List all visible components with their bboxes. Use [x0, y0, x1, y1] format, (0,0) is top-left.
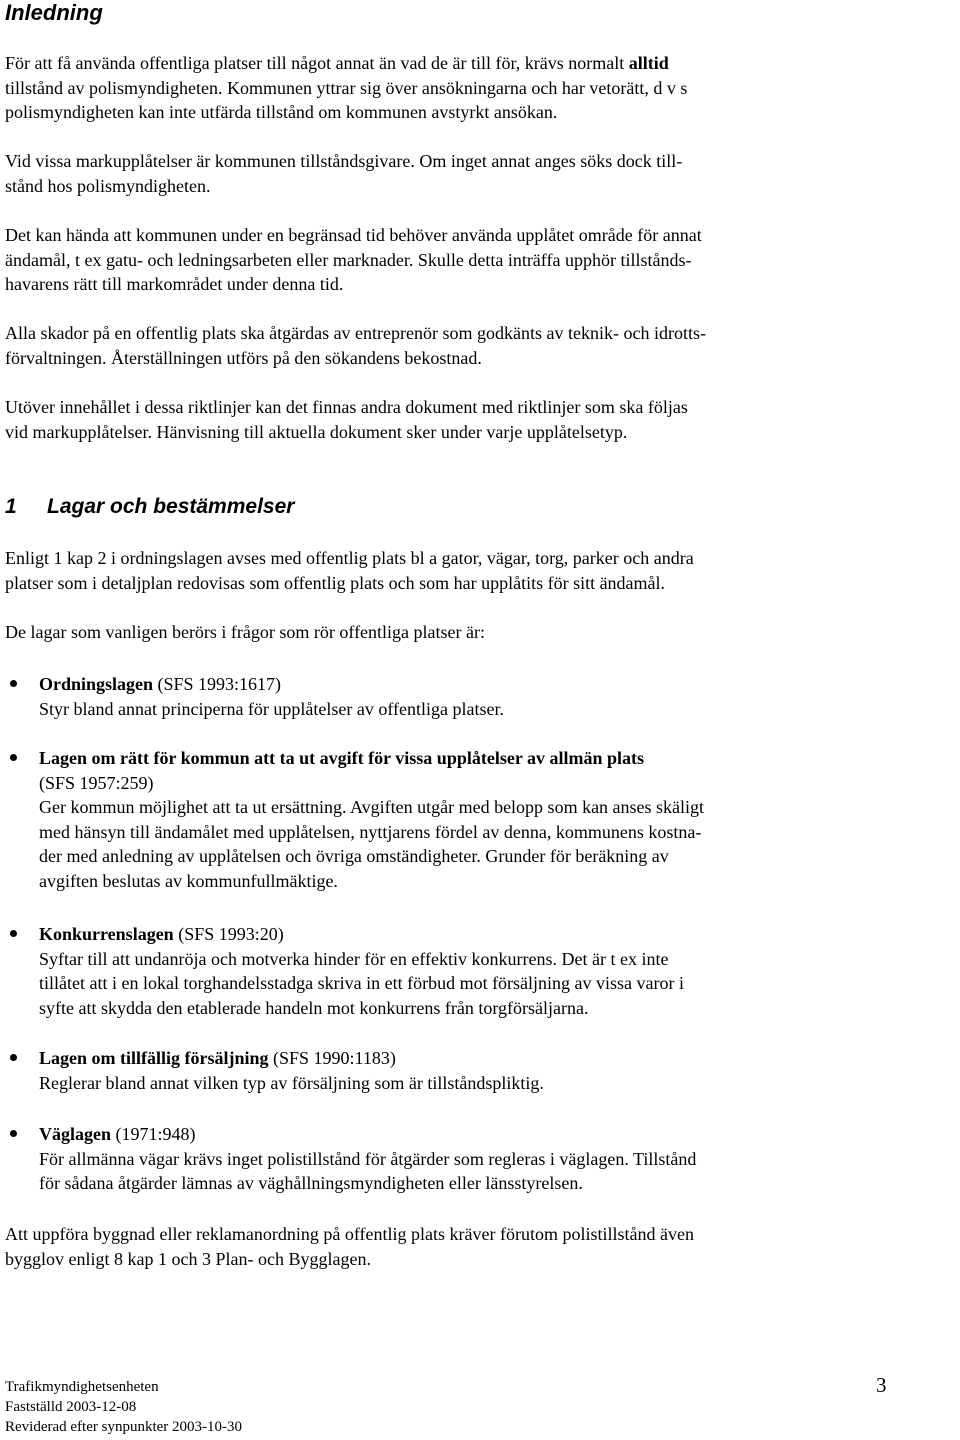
law-item-text — [39, 922, 919, 1020]
intro-p1-line-3: polismyndigheten kan inte utfärda tillstånd om kommunen avstyrkt ansökan. — [5, 102, 558, 122]
footer-established-date: Fastställd 2003-12-08 — [5, 1399, 137, 1415]
law-description-line: Ger kommun möjlighet att ta ut ersättning. Avgiften utgår med belopp som kan anses skäligt — [39, 797, 705, 817]
bullet-icon — [10, 1054, 17, 1061]
intro-p4-line-2: förvaltningen. Återställningen utförs på den sökandens bekostnad. — [5, 347, 482, 368]
section-1-title: Lagar och bestämmelser — [47, 495, 295, 518]
law-title-line — [39, 672, 919, 697]
law-item-text — [39, 1122, 919, 1196]
law-name: Ordningslagen — [39, 674, 154, 694]
intro-p3-line-2: ändamål, t ex gatu- och ledningsarbeten eller marknader. Skulle detta inträffa upphör tillstånds- — [5, 249, 692, 270]
section-1-p1-line-1: Enligt 1 kap 2 i ordningslagen avses med offentlig plats bl a gator, vägar, torg, parker och andra — [5, 548, 694, 568]
section-1-paragraph-1 — [5, 546, 935, 595]
law-description-line: avgiften beslutas av kommunfullmäktige. — [39, 870, 338, 891]
section-1-p2-line-1: De lagar som vanligen berörs i frågor som rör offentliga platser är: — [5, 622, 486, 642]
section-1-p1-line-2: platser som i detaljplan redovisas som offentlig plats och som har upplåtits för sitt ändamål. — [5, 572, 666, 593]
law-description-line: med hänsyn till ändamålet med upplåtelsen, nyttjarens fördel av denna, kommunens kostna- — [39, 821, 702, 842]
intro-paragraph-4 — [5, 321, 935, 370]
law-item-text — [39, 1046, 919, 1095]
law-description-line: för sådana åtgärder lämnas av väghållningsmyndigheten eller länsstyrelsen. — [39, 1173, 583, 1193]
intro-p1-emphasis: alltid — [628, 53, 669, 73]
intro-p2-line-2: stånd hos polismyndigheten. — [5, 175, 211, 196]
law-reference: (1971:948) — [111, 1124, 196, 1144]
law-item-text — [39, 746, 919, 893]
intro-paragraph-3 — [5, 223, 935, 297]
intro-paragraph-1 — [5, 51, 935, 125]
footer-organization: Trafikmyndighetsenheten — [5, 1379, 159, 1395]
intro-p5-line-2: vid markupplåtelser. Hänvisning till aktuella dokument sker under varje upplåtelsetyp. — [5, 421, 628, 442]
law-item-text — [39, 672, 919, 721]
section-1-paragraph-2 — [5, 620, 935, 645]
law-description-line: För allmänna vägar krävs inget polistillstånd för åtgärder som regleras i väglagen. Tillstånd — [39, 1148, 697, 1169]
law-name: Väglagen — [39, 1124, 111, 1144]
intro-p1-line-1-text: För att få använda offentliga platser till något annat än vad de är till för, krävs normalt — [5, 53, 629, 73]
law-description-line: Reglerar bland annat vilken typ av försäljning som är tillståndspliktig. — [39, 1072, 544, 1093]
section-1-number: 1 — [5, 495, 17, 518]
intro-paragraph-2 — [5, 149, 935, 198]
law-title-line — [39, 746, 919, 771]
law-title-line — [39, 1122, 919, 1147]
page-number: 3 — [876, 1373, 887, 1397]
section-1-p3-line-2: bygglov enligt 8 kap 1 och 3 Plan- och Bygglagen. — [5, 1248, 371, 1269]
law-name: Konkurrenslagen — [39, 924, 174, 944]
intro-p3-line-1: Det kan hända att kommunen under en begränsad tid behöver använda upplåtet område för annat — [5, 225, 702, 245]
bullet-icon — [10, 754, 17, 761]
intro-p5-line-1: Utöver innehållet i dessa riktlinjer kan det finnas andra dokument med riktlinjer som ska följas — [5, 397, 688, 417]
bullet-icon — [10, 1130, 17, 1137]
heading-inledning: Inledning — [5, 0, 103, 25]
law-name: Lagen om tillfällig försäljning — [39, 1048, 269, 1068]
law-title-line — [39, 922, 919, 947]
law-description-line: tillåtet att i en lokal torghandelsstadga skriva in ett förbud mot försäljning av vissa varor i — [39, 973, 685, 993]
law-description-line: Syftar till att undanröja och motverka hinder för en effektiv konkurrens. Det är t ex inte — [39, 948, 669, 969]
intro-p1-line-2: tillstånd av polismyndigheten. Kommunen yttrar sig över ansökningarna och har vetorätt, d v s — [5, 77, 688, 98]
intro-p4-line-1: Alla skador på en offentlig plats ska åtgärdas av entreprenör som godkänts av teknik- och idrotts- — [5, 323, 706, 343]
law-description-line: syfte att skydda den etablerade handeln mot konkurrens från torgförsäljarna. — [39, 997, 589, 1018]
law-name: Lagen om rätt för kommun att ta ut avgift för vissa upplåtelser av allmän plats — [39, 748, 644, 768]
bullet-icon — [10, 680, 17, 687]
law-reference: (SFS 1990:1183) — [268, 1048, 396, 1068]
bullet-icon — [10, 930, 17, 937]
section-1-heading — [5, 494, 294, 520]
section-1-p3-line-1: Att uppföra byggnad eller reklamanordning på offentlig plats kräver förutom polistillstånd även — [5, 1224, 694, 1244]
intro-paragraph-5 — [5, 395, 935, 444]
law-reference: (SFS 1993:20) — [173, 924, 284, 944]
law-description-line: Styr bland annat principerna för upplåtelser av offentliga platser. — [39, 698, 505, 719]
law-reference-line: (SFS 1957:259) — [39, 772, 154, 793]
footer-revised-date: Reviderad efter synpunkter 2003-10-30 — [5, 1419, 243, 1435]
intro-p2-line-1: Vid vissa markupplåtelser är kommunen tillståndsgivare. Om inget annat anges söks dock till- — [5, 151, 683, 171]
law-title-line — [39, 1046, 919, 1071]
intro-p1-line-1 — [5, 51, 935, 76]
law-description-line: der med anledning av upplåtelsen och övriga omständigheter. Grunder för beräkning av — [39, 846, 669, 866]
intro-p3-line-3: havarens rätt till markområdet under denna tid. — [5, 274, 344, 294]
section-1-paragraph-3 — [5, 1222, 935, 1271]
law-reference: (SFS 1993:1617) — [153, 674, 282, 694]
